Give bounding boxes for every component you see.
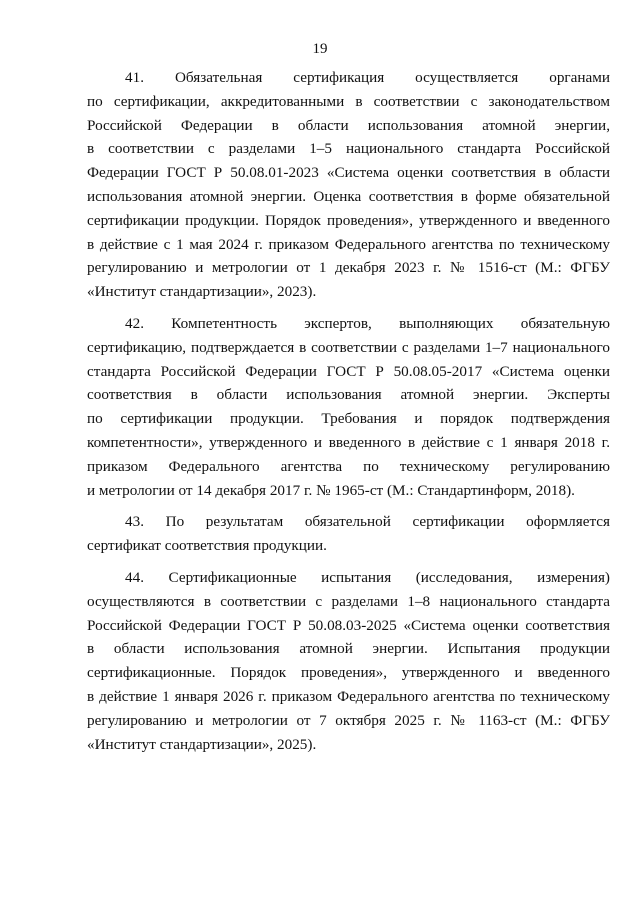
- text-line: в действие 1 января 2026 г. приказом Федерального агентства по техническому: [87, 687, 610, 705]
- text-line: «Институт стандартизации», 2023).: [87, 283, 317, 301]
- text-line: осуществляются в соответствии с разделами 1–8 национального стандарта: [87, 592, 610, 610]
- paragraph-41: [87, 66, 610, 304]
- text-line: и метрологии от 14 декабря 2017 г. № 1965-ст (М.: Стандартинформ, 2018).: [87, 481, 575, 499]
- document-body: [87, 66, 610, 764]
- text-line: по сертификации продукции. Требования и порядок подтверждения: [87, 410, 610, 428]
- text-line: соответствия в области использования атомной энергии. Эксперты: [87, 386, 610, 404]
- text-line: компетентности», утвержденного и введенного в действие с 1 января 2018 г.: [87, 433, 610, 451]
- text-line: сертификат соответствия продукции.: [87, 537, 327, 555]
- text-line: в действие с 1 мая 2024 г. приказом Федерального агентства по техническому: [87, 235, 610, 253]
- text-line: регулированию и метрологии от 1 декабря 2023 г. № 1516-ст (М.: ФГБУ: [87, 259, 610, 277]
- text-line: сертификационные. Порядок проведения», утвержденного и введенного: [87, 664, 610, 682]
- text-line: сертификации продукции. Порядок проведения», утвержденного и введенного: [87, 211, 610, 229]
- text-line: в области использования атомной энергии. Испытания продукции: [87, 640, 610, 658]
- text-line: 44. Сертификационные испытания (исследования, измерения): [125, 568, 610, 586]
- text-line: Российской Федерации в области использования атомной энергии,: [87, 116, 610, 134]
- text-line: 41. Обязательная сертификация осуществляется органами: [125, 69, 610, 86]
- text-line: 42. Компетентность экспертов, выполняющих обязательную: [125, 314, 610, 332]
- paragraph-43: [87, 510, 610, 558]
- paragraph-42: [87, 312, 610, 502]
- text-line: регулированию и метрологии от 7 октября 2025 г. № 1163-ст (М.: ФГБУ: [87, 711, 610, 729]
- paragraph-44: [87, 566, 610, 756]
- text-line: Российской Федерации ГОСТ Р 50.08.03-2025 «Система оценки соответствия: [87, 616, 610, 634]
- text-line: использования атомной энергии. Оценка соответствия в форме обязательной: [87, 187, 610, 205]
- text-line: в соответствии с разделами 1–5 национального стандарта Российской: [87, 140, 610, 158]
- text-line: по сертификации, аккредитованными в соответствии с законодательством: [87, 92, 610, 110]
- text-line: 43. По результатам обязательной сертификации оформляется: [125, 513, 610, 531]
- page-number: 19: [312, 41, 328, 57]
- text-line: сертификацию, подтверждается в соответствии с разделами 1–7 национального: [87, 338, 610, 356]
- text-line: «Институт стандартизации», 2025).: [87, 735, 317, 753]
- text-line: Федерации ГОСТ Р 50.08.01-2023 «Система оценки соответствия в области: [87, 164, 610, 182]
- text-line: приказом Федерального агентства по техническому регулированию: [87, 457, 610, 475]
- text-line: стандарта Российской Федерации ГОСТ Р 50.08.05-2017 «Система оценки: [87, 362, 610, 380]
